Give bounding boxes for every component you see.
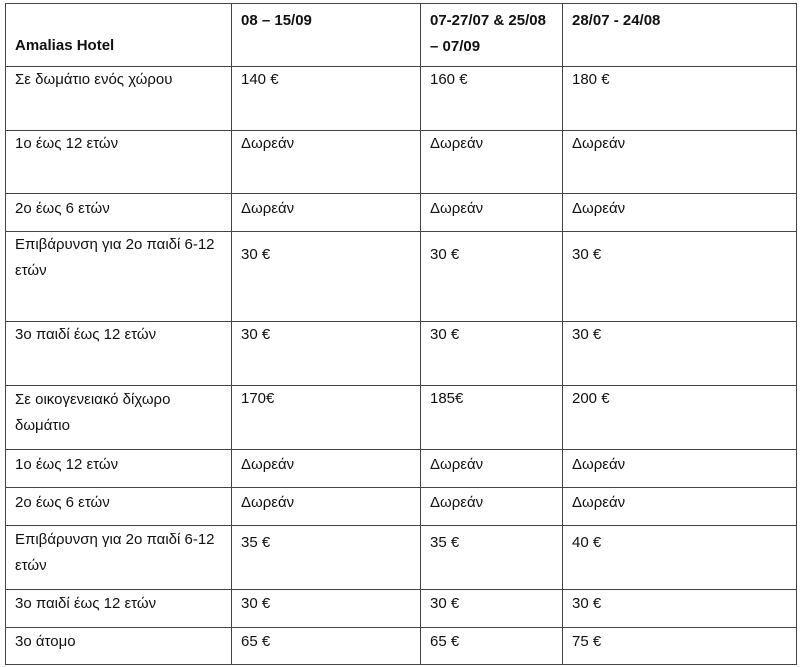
price-cell: 185€ [421,386,563,450]
price-cell: 30 € [232,322,421,386]
price-cell: 160 € [421,67,563,131]
table-row [6,194,797,232]
price-cell: Δωρεάν [563,194,797,232]
header-row [6,4,797,67]
price-cell: Δωρεάν [232,488,421,526]
price-cell: Δωρεάν [232,194,421,232]
price-table [5,3,797,665]
price-cell: Δωρεάν [421,488,563,526]
price-cell: Δωρεάν [232,450,421,488]
price-cell: 35 € [232,526,421,590]
price-cell: Δωρεάν [421,450,563,488]
row-label: 3ο παιδί έως 12 ετών [6,590,232,628]
price-cell: 30 € [563,322,797,386]
row-label: 1ο έως 12 ετών [6,450,232,488]
price-cell: 75 € [563,628,797,665]
row-label: Σε οικογενειακό δίχωρο δωμάτιο [6,386,232,450]
price-cell: 65 € [421,628,563,665]
price-cell: 30 € [421,590,563,628]
price-cell: 40 € [563,526,797,590]
row-label: 1ο έως 12 ετών [6,131,232,194]
price-cell: Δωρεάν [232,131,421,194]
price-cell: 30 € [421,322,563,386]
table-row [6,131,797,194]
period-header: 28/07 - 24/08 [563,4,797,67]
price-cell: 180 € [563,67,797,131]
price-cell: 65 € [232,628,421,665]
price-cell: 200 € [563,386,797,450]
row-label: Επιβάρυνση για 2ο παιδί 6-12 ετών [6,526,232,590]
row-label: 3ο άτομο [6,628,232,665]
table-row [6,590,797,628]
hotel-name: Amalias Hotel [6,4,232,67]
price-cell: Δωρεάν [563,450,797,488]
table-row [6,322,797,386]
table-row [6,386,797,450]
price-cell: 30 € [563,232,797,322]
price-cell: Δωρεάν [421,131,563,194]
row-label: 2ο έως 6 ετών [6,194,232,232]
price-cell: 30 € [421,232,563,322]
price-cell: 30 € [232,590,421,628]
price-cell: Δωρεάν [563,488,797,526]
row-label: Επιβάρυνση για 2ο παιδί 6-12 ετών [6,232,232,322]
price-cell: 35 € [421,526,563,590]
price-cell: 30 € [563,590,797,628]
table-row [6,526,797,590]
period-header: 08 – 15/09 [232,4,421,67]
price-cell: Δωρεάν [421,194,563,232]
table-row [6,232,797,322]
price-cell: 30 € [232,232,421,322]
table-row [6,67,797,131]
row-label: Σε δωμάτιο ενός χώρου [6,67,232,131]
period-header: 07-27/07 & 25/08 – 07/09 [421,4,563,67]
table-row [6,628,797,665]
table-row [6,450,797,488]
row-label: 3ο παιδί έως 12 ετών [6,322,232,386]
price-cell: 170€ [232,386,421,450]
price-cell: 140 € [232,67,421,131]
row-label: 2ο έως 6 ετών [6,488,232,526]
table-row [6,488,797,526]
price-cell: Δωρεάν [563,131,797,194]
